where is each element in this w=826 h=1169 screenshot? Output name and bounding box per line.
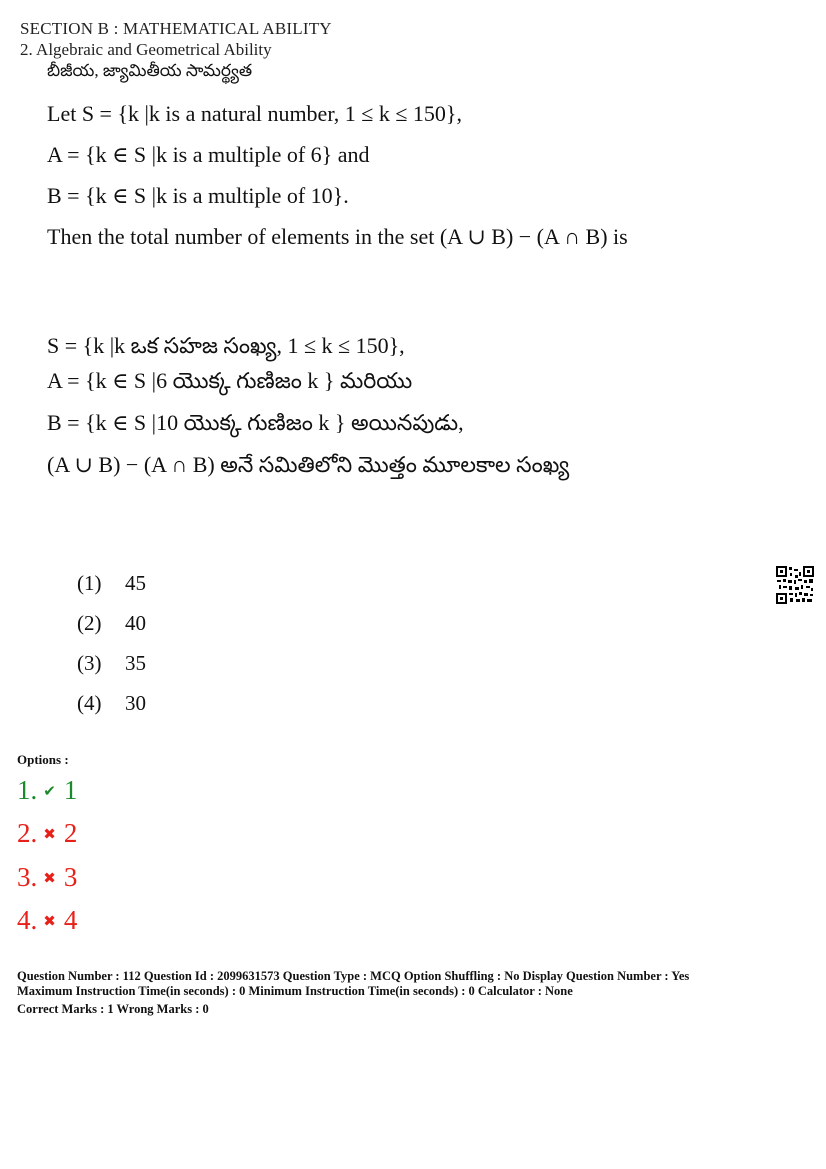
answer-value: 4 <box>63 905 78 935</box>
answer-option-3 <box>17 862 77 893</box>
choice-value: 40 <box>125 611 146 635</box>
question-line-2: A = {k ∈ S |k is a multiple of 6} and <box>47 142 370 167</box>
question-telugu-line-4: (A ∪ B) − (A ∩ B) అనే సమితిలోని మొత్తం మూలకాల సంఖ్య <box>47 452 570 477</box>
question-meta-line-3: Correct Marks : 1 Wrong Marks : 0 <box>17 1002 209 1016</box>
question-telugu-line-1: S = {k |k ఒక సహజ సంఖ్య, 1 ≤ k ≤ 150}, <box>47 333 405 358</box>
cross-icon: ✖ <box>43 827 56 843</box>
question-line-1: Let S = {k |k is a natural number, 1 ≤ k ≤ 150}, <box>47 101 462 126</box>
choice-1 <box>77 571 146 596</box>
subsection-heading: 2. Algebraic and Geometrical Ability <box>20 40 272 59</box>
answer-number: 1. <box>17 775 38 805</box>
options-label: Options : <box>17 752 69 767</box>
cross-icon: ✖ <box>43 914 56 930</box>
choice-value: 45 <box>125 571 146 595</box>
choice-number: (4) <box>77 691 102 715</box>
question-meta-line-1: Question Number : 112 Question Id : 2099631573 Question Type : MCQ Option Shuffling : No Display Question Number : Yes <box>17 969 690 983</box>
question-telugu-line-3: B = {k ∈ S |10 యొక్క గుణిజం k } అయినపుడు, <box>47 410 464 435</box>
answer-value: 2 <box>63 818 78 848</box>
question-line-3: B = {k ∈ S |k is a multiple of 10}. <box>47 183 349 208</box>
choice-number: (1) <box>77 571 102 595</box>
choice-2 <box>77 611 146 636</box>
section-heading: SECTION B : MATHEMATICAL ABILITY <box>20 19 332 38</box>
answer-option-4 <box>17 905 77 936</box>
question-meta-line-2: Maximum Instruction Time(in seconds) : 0 Minimum Instruction Time(in seconds) : 0 Calculator : None <box>17 984 573 998</box>
answer-value: 3 <box>63 862 78 892</box>
subsection-heading-telugu: బీజీయ, జ్యామితీయ సామర్థ్యత <box>47 61 253 80</box>
choice-3 <box>77 651 146 676</box>
answer-option-2 <box>17 818 77 849</box>
choice-number: (3) <box>77 651 102 675</box>
choice-value: 30 <box>125 691 146 715</box>
question-telugu-line-2: A = {k ∈ S |6 యొక్క గుణిజం k } మరియు <box>47 368 413 393</box>
choice-value: 35 <box>125 651 146 675</box>
answer-number: 3. <box>17 862 38 892</box>
answer-value: 1 <box>63 775 78 805</box>
answer-number: 2. <box>17 818 38 848</box>
cross-icon: ✖ <box>43 871 56 887</box>
question-line-4: Then the total number of elements in the set (A ∪ B) − (A ∩ B) is <box>47 224 628 249</box>
qr-code-icon <box>776 566 814 604</box>
checkmark-icon: ✔ <box>43 784 56 800</box>
answer-option-1 <box>17 775 77 806</box>
answer-number: 4. <box>17 905 38 935</box>
choice-4 <box>77 691 146 716</box>
choice-number: (2) <box>77 611 102 635</box>
